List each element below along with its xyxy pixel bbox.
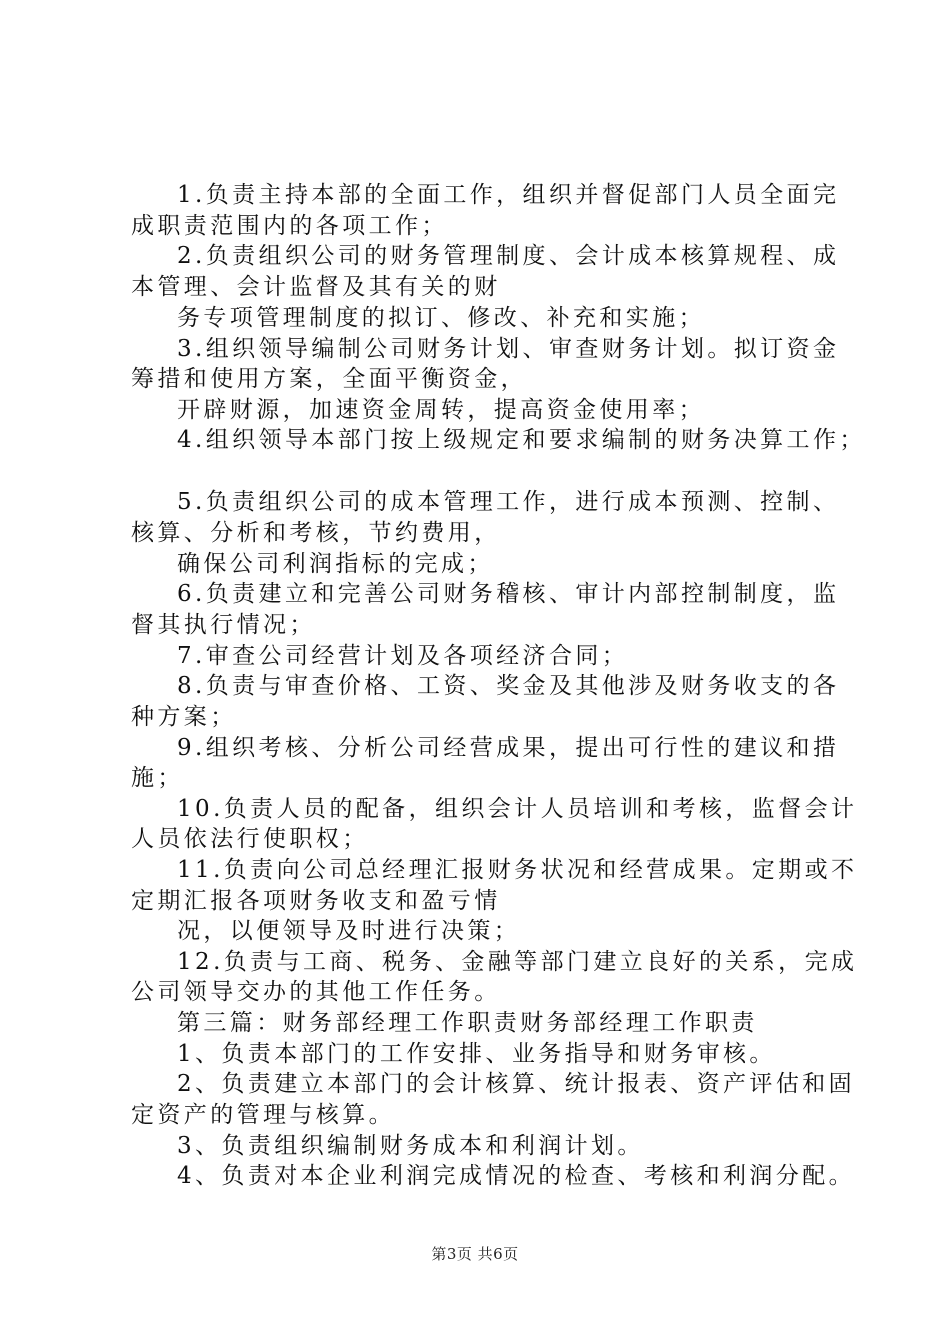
paragraph-line: 本管理、会计监督及其有关的财 bbox=[131, 274, 501, 300]
paragraph-line: 定期汇报各项财务收支和盈亏情 bbox=[131, 888, 501, 914]
paragraph-line: 成职责范围内的各项工作； bbox=[131, 213, 448, 239]
paragraph-line: 确保公司利润指标的完成； bbox=[177, 551, 494, 577]
section-heading: 第三篇：财务部经理工作职责财务部经理工作职责 bbox=[177, 1010, 758, 1036]
paragraph-line: 1.负责主持本部的全面工作，组织并督促部门人员全面完 bbox=[177, 182, 840, 208]
paragraph-line: 2、负责建立本部门的会计核算、统计报表、资产评估和固 bbox=[177, 1071, 856, 1097]
page-number-footer: 第3页 共6页 bbox=[431, 1245, 519, 1263]
paragraph-line: 1、负责本部门的工作安排、业务指导和财务审核。 bbox=[177, 1041, 776, 1067]
paragraph-line: 种方案； bbox=[131, 704, 237, 730]
paragraph-line: 9.组织考核、分析公司经营成果，提出可行性的建议和措 bbox=[177, 735, 840, 761]
paragraph-line: 3、负责组织编制财务成本和利润计划。 bbox=[177, 1133, 644, 1159]
paragraph-line: 筹措和使用方案，全面平衡资金， bbox=[131, 366, 527, 392]
paragraph-line: 8.负责与审查价格、工资、奖金及其他涉及财务收支的各 bbox=[177, 673, 840, 699]
paragraph-line: 定资产的管理与核算。 bbox=[131, 1102, 395, 1128]
paragraph-line: 12.负责与工商、税务、金融等部门建立良好的关系，完成 bbox=[177, 949, 858, 975]
paragraph-line: 7.审查公司经营计划及各项经济合同； bbox=[177, 643, 629, 669]
paragraph-line: 开辟财源，加速资金周转，提高资金使用率； bbox=[177, 397, 705, 423]
paragraph-line: 4.组织领导本部门按上级规定和要求编制的财务决算工作； bbox=[177, 427, 866, 453]
paragraph-line: 况，以便领导及时进行决策； bbox=[177, 918, 521, 944]
paragraph-line: 督其执行情况； bbox=[131, 612, 316, 638]
paragraph-line: 11.负责向公司总经理汇报财务状况和经营成果。定期或不 bbox=[177, 857, 858, 883]
paragraph-line: 5.负责组织公司的成本管理工作，进行成本预测、控制、 bbox=[177, 489, 840, 515]
paragraph-line: 施； bbox=[131, 765, 184, 791]
paragraph-line: 务专项管理制度的拟订、修改、补充和实施； bbox=[177, 305, 705, 331]
paragraph-line: 10.负责人员的配备，组织会计人员培训和考核，监督会计 bbox=[177, 796, 858, 822]
paragraph-line: 3.组织领导编制公司财务计划、审查财务计划。拟订资金 bbox=[177, 336, 840, 362]
paragraph-line: 4、负责对本企业利润完成情况的检查、考核和利润分配。 bbox=[177, 1163, 856, 1189]
paragraph-line: 2.负责组织公司的财务管理制度、会计成本核算规程、成 bbox=[177, 243, 840, 269]
paragraph-line: 6.负责建立和完善公司财务稽核、审计内部控制制度，监 bbox=[177, 581, 840, 607]
paragraph-line: 核算、分析和考核，节约费用， bbox=[131, 520, 501, 546]
paragraph-line: 人员依法行使职权； bbox=[131, 826, 369, 852]
paragraph-line: 公司领导交办的其他工作任务。 bbox=[131, 979, 501, 1005]
